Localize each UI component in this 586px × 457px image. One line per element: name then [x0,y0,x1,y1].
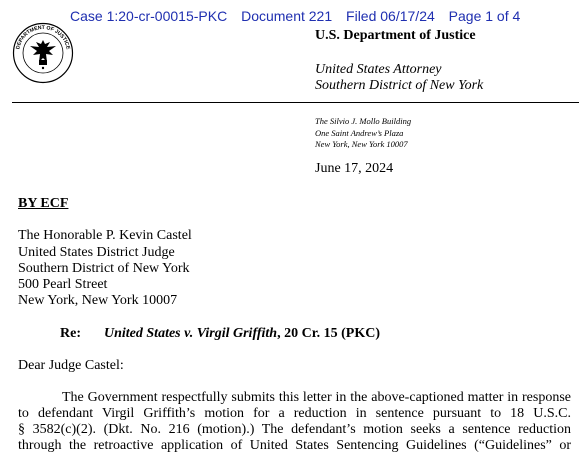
recipient-line-5: New York, New York 10007 [18,293,178,308]
recipient-line-3: Southern District of New York [18,261,190,276]
office-line-2: Southern District of New York [315,78,484,93]
page-indicator: Page 1 of 4 [448,8,521,24]
letter-date: June 17, 2024 [315,161,394,176]
ecf-filing-header [70,8,520,24]
recipient-line-2: United States District Judge [18,245,175,260]
body-line-3: § 3582(c)(2). (Dkt. No. 216 (motion).) The defendant’s motion seeks a sentence reduction [18,422,571,437]
recipient-line-4: 500 Pearl Street [18,277,108,292]
letterhead-divider [12,102,579,103]
seal-text: DEPARTMENT OF JUSTICE [15,24,71,50]
body-line-4: through the retroactive application of United States Sentencing Guidelines (“Guidelines” or [18,438,571,453]
case-name: United States v. Virgil Griffith [104,326,278,341]
case-citation: , 20 Cr. 15 (PKC) [277,326,381,341]
body-line-2: to defendant Virgil Griffith’s motion for a reduction in sentence pursuant to 18 U.S.C. [18,406,571,421]
delivery-method: BY ECF [18,196,69,211]
salutation: Dear Judge Castel: [18,358,124,373]
re-subject [104,326,380,342]
re-label: Re: [60,326,81,341]
office-line-1: United States Attorney [315,62,442,77]
address-line-1: The Silvio J. Mollo Building [315,116,412,126]
address-line-2: One Saint Andrew’s Plaza [315,128,404,138]
recipient-line-1: The Honorable P. Kevin Castel [18,228,192,243]
department-name: U.S. Department of Justice [315,28,476,43]
address-line-3: New York, New York 10007 [315,139,408,149]
body-line-1: The Government respectfully submits this letter in the above-captioned matter in response [62,390,571,405]
doj-seal-icon [12,22,74,84]
case-number: Case 1:20-cr-00015-PKC [70,8,228,24]
document-number: Document 221 [241,8,333,24]
filed-date: Filed 06/17/24 [346,8,435,24]
